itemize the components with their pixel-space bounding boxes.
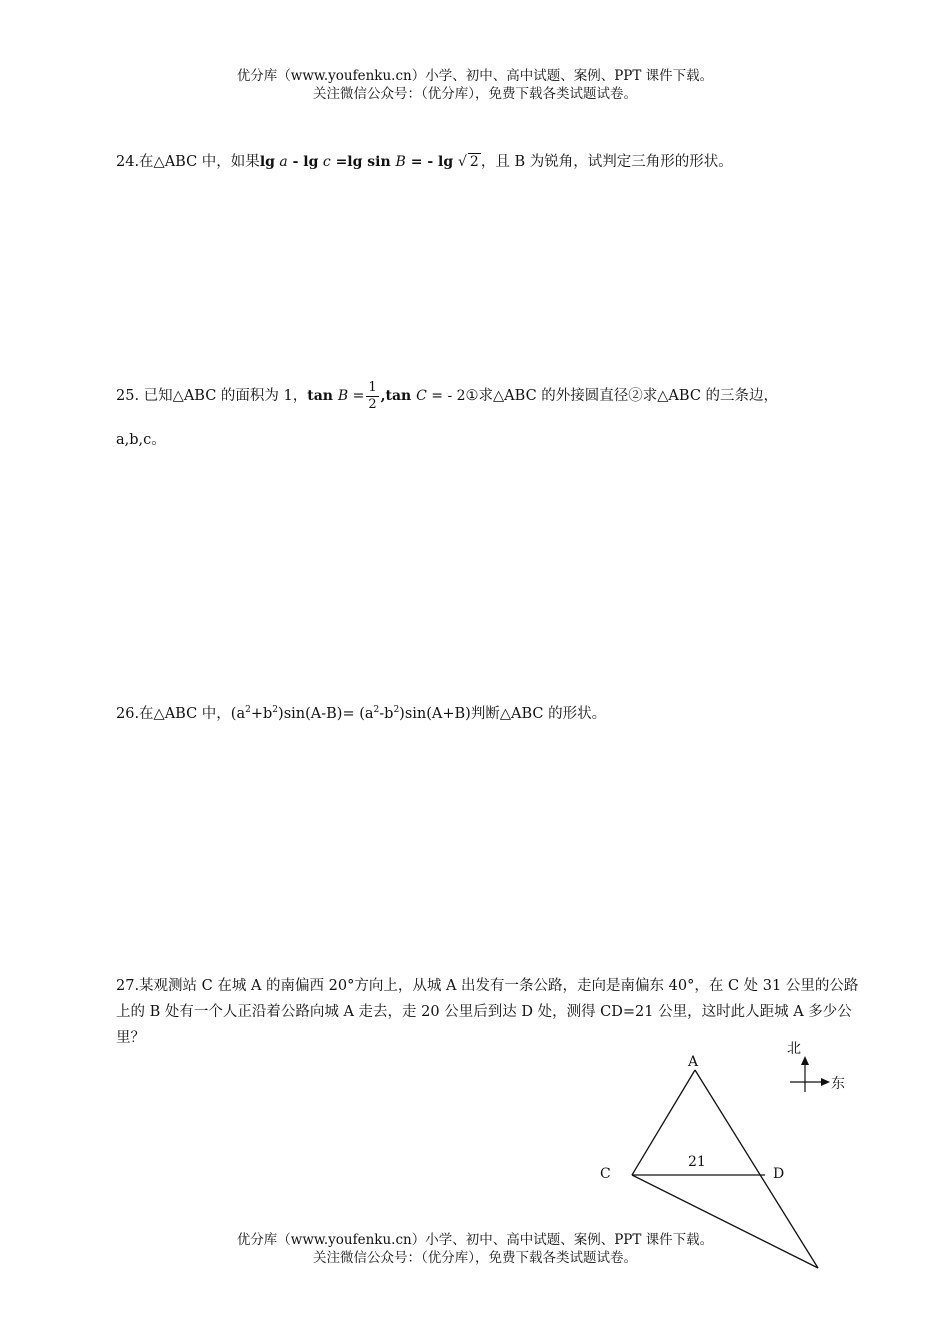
question-27: 27.某观测站 C 在城 A 的南偏西 20°方向上，从城 A 出发有一条公路，走向是南偏东 40°，在 C 处 31 公里的公路上的 B 处有一个人正沿着公路向城 A 走去，走 20 公里后到达 D 处，测得 CD=21 公里，这时此人距城 A 多少公里？	[116, 978, 859, 1046]
q24-eq-neg-lg: = - lg	[405, 154, 458, 170]
q25-C: C	[416, 388, 427, 404]
header-line-1: 优分库（www.youfenku.cn）小学、初中、高中试题、案例、PPT 课件下载。	[236, 68, 714, 84]
q24-formula: lg a - lg c =lg sin B = - lg √ 2	[259, 154, 479, 170]
q26-sup-2: 2	[272, 705, 279, 716]
q25-tan-c: ,tan	[380, 388, 417, 404]
q26-prefix: 26.在△ABC 中，(a	[116, 706, 246, 722]
q24-sqrt-2: 2	[469, 154, 479, 170]
segment-AC	[632, 1070, 695, 1175]
q24-prefix: 24.在△ABC 中，如果	[116, 154, 260, 170]
q24-eq-lgsin: =lg sin	[330, 154, 396, 170]
label-CD-length: 21	[688, 1154, 706, 1170]
label-A: A	[688, 1054, 699, 1070]
q25-B: B	[337, 388, 349, 404]
label-east: 东	[831, 1076, 845, 1092]
q24-lg: lg	[259, 154, 275, 170]
label-north: 北	[787, 1041, 801, 1057]
q25-numerator: 1	[368, 379, 377, 395]
q26-minus-b: -b	[379, 706, 394, 722]
q25-prefix: 25. 已知△ABC 的面积为 1，	[116, 388, 308, 404]
q25-tan: tan	[307, 388, 338, 404]
q26-plus-b: +b	[250, 706, 273, 722]
q25-line-2: a,b,c。	[116, 432, 166, 448]
q24-c: c	[322, 154, 331, 170]
q26-mid: )sin(A-B)= (a	[278, 706, 374, 722]
q24-minus-lg: - lg	[287, 154, 319, 170]
footer-line-2: 关注微信公众号：（优分库），免费下载各类试题试卷。	[313, 1250, 637, 1266]
q24-a: a	[279, 154, 288, 170]
q25-denominator: 2	[368, 396, 377, 412]
q25-eq: =	[348, 388, 365, 404]
page-footer	[0, 1231, 950, 1267]
header-line-2: 关注微信公众号：（优分库），免费下载各类试题试卷。	[313, 86, 637, 102]
q24-B: B	[395, 154, 406, 170]
q26-suffix: )sin(A+B)判断△ABC 的形状。	[399, 706, 607, 722]
label-C: C	[600, 1166, 611, 1182]
q25-suffix: ①求△ABC 的外接圆直径②求△ABC 的三条边，	[465, 388, 779, 404]
compass-icon	[790, 1056, 830, 1092]
footer-line-1: 优分库（www.youfenku.cn）小学、初中、高中试题、案例、PPT 课件下载。	[236, 1232, 714, 1248]
q26-sup-3: 2	[373, 705, 380, 716]
q26-sup-1: 2	[245, 705, 251, 716]
q24-suffix: ，且 B 为锐角，试判定三角形的形状。	[480, 154, 733, 170]
q26-sup-4: 2	[393, 705, 400, 716]
q25-eq-neg2: = - 2	[426, 388, 466, 404]
label-D: D	[773, 1166, 785, 1182]
